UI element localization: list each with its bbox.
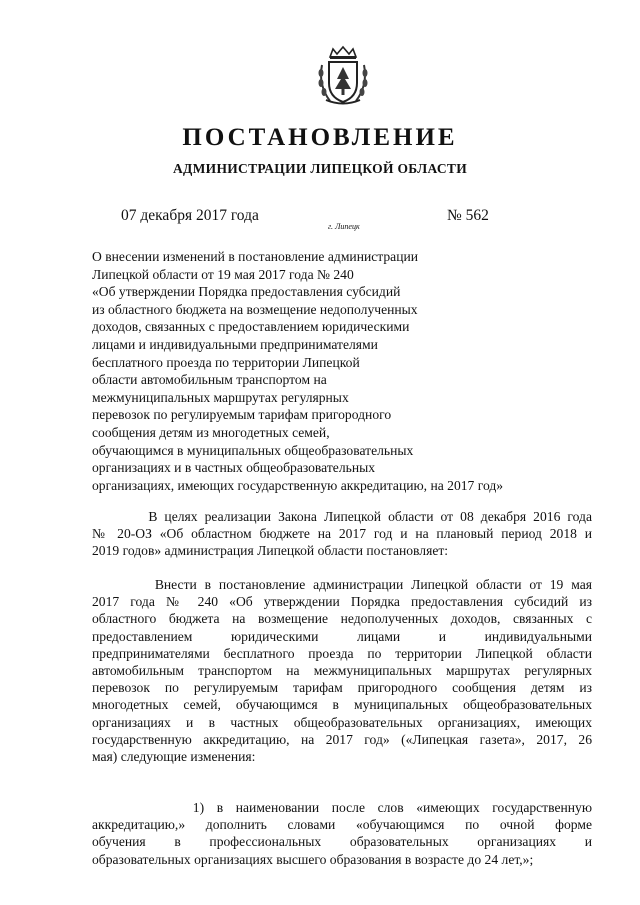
paragraph-line: областного бюджета на возмещение недополученных доходов, связанных с bbox=[92, 611, 592, 627]
heading-line: перевозок по регулируемым тарифам пригородного bbox=[92, 407, 392, 423]
heading-line: Липецкой области от 19 мая 2017 года № 240 bbox=[92, 266, 354, 282]
paragraph-line: мая) следующие изменения: bbox=[92, 748, 256, 764]
coat-of-arms-icon bbox=[316, 45, 370, 107]
heading-line: лицами и индивидуальными предпринимателями bbox=[92, 336, 378, 352]
heading-line: О внесении изменений в постановление администрации bbox=[92, 249, 419, 264]
heading-line: межмуниципальных маршрутах регулярных bbox=[92, 389, 349, 405]
paragraph-line: № 20-ОЗ «Об областном бюджете на 2017 год и на плановый период 2018 и bbox=[92, 526, 592, 542]
paragraph-line: обучения в профессиональных образовательных организациях и bbox=[92, 834, 592, 850]
paragraph-line: 1) в наименовании после слов «имеющих государственную bbox=[92, 800, 592, 815]
paragraph-line: предоставлением юридическими лицами и индивидуальными bbox=[92, 628, 592, 644]
heading-line: области автомобильным транспортом на bbox=[92, 372, 327, 388]
paragraph-line: Внести в постановление администрации Липецкой области от 19 мая bbox=[92, 577, 592, 592]
heading-line: бесплатного проезда по территории Липецкой bbox=[92, 354, 360, 370]
heading-line: сообщения детям из многодетных семей, bbox=[92, 424, 330, 440]
document-subtitle: АДМИНИСТРАЦИИ ЛИПЕЦКОЙ ОБЛАСТИ bbox=[172, 161, 468, 176]
heading-line: организациях и в частных общеобразовательных bbox=[92, 460, 376, 476]
resolution-paragraph bbox=[92, 576, 592, 765]
paragraph-line: многодетных семей, обучающимся в муниципальных общеобразовательных bbox=[92, 697, 592, 713]
paragraph-line: образовательных организациях высшего образования в возрасте до 24 лет,»; bbox=[92, 851, 534, 867]
document-number: № 562 bbox=[447, 207, 489, 224]
paragraph-line: 2017 года № 240 «Об утверждении Порядка предоставления субсидий из bbox=[92, 594, 592, 610]
heading-line: из областного бюджета на возмещение недополученных bbox=[92, 301, 418, 317]
preamble-paragraph bbox=[92, 508, 592, 560]
heading-line: «Об утверждении Порядка предоставления субсидий bbox=[92, 284, 401, 300]
paragraph-line: предпринимателями бесплатного проезда по территории Липецкой области bbox=[92, 645, 592, 661]
document-heading bbox=[92, 248, 503, 494]
paragraph-line: 2019 годов» администрация Липецкой области постановляет: bbox=[92, 543, 449, 559]
paragraph-line: организациях и в частных общеобразовательных организациях, имеющих bbox=[92, 714, 592, 730]
heading-line: обучающимся в муниципальных общеобразовательных bbox=[92, 442, 414, 458]
heading-line: организациях, имеющих государственную аккредитацию, на 2017 год» bbox=[92, 477, 504, 493]
document-date: 07 декабря 2017 года bbox=[121, 207, 259, 224]
paragraph-line: перевозок по регулируемым тарифам пригородного сообщения детям из bbox=[92, 680, 592, 696]
document-city: г. Липецк bbox=[328, 222, 360, 231]
paragraph-line: автомобильным транспортом на межмуниципальных маршрутах регулярных bbox=[92, 662, 592, 678]
amendment-item-1 bbox=[92, 799, 592, 868]
heading-line: доходов, связанных с предоставлением юридическими bbox=[92, 319, 410, 335]
document-title: ПОСТАНОВЛЕНИЕ bbox=[182, 124, 458, 151]
paragraph-line: аккредитацию,» дополнить словами «обучающимся по очной форме bbox=[92, 817, 592, 833]
paragraph-line: В целях реализации Закона Липецкой области от 08 декабря 2016 года bbox=[92, 509, 592, 524]
paragraph-line: государственную аккредитацию, на 2017 год» («Липецкая газета», 2017, 26 bbox=[92, 731, 592, 747]
